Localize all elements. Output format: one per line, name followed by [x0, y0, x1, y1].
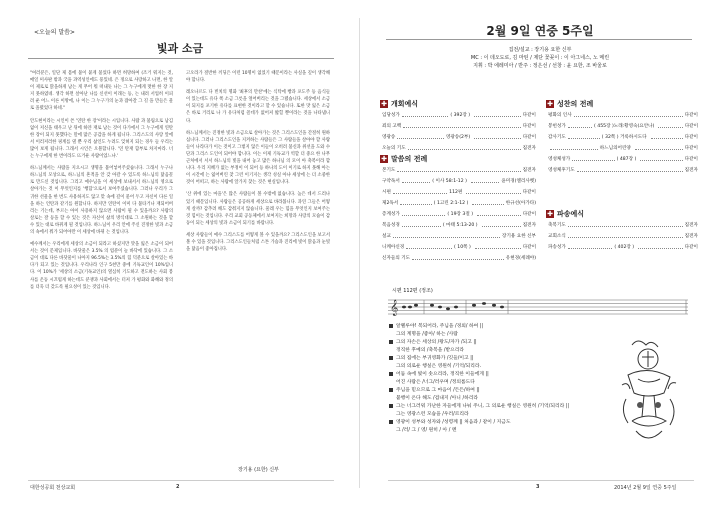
service-row	[548, 241, 698, 250]
paragraph: 예수께서는 우리에게 세상의 소금이 되라고 하셨지만 맛을 잃은 소금이 되어서는 것이 문제입니다. 바닷물은 3.5% 의 염분이 늘 바닥에 있습니다. 그 소금이 대로 다른 바닷물이 나아지 96.5%는 3.5%의 힘 덕분으로 살아있는 바다가 되고 있는 것입니다. 우리나라 인구 5천만 중에 기독교인이 10%입니다. 이 10%가 '세상의 소금(기독교인)의 열심히 기도하고 전도하는 사회 봉사를 온동 시끄럽게 하는데도 분쟁과 사회에서는 터져 가 평화와 화해와 정의를 더욱 더 갖도록 필요성이 있는 것입니다.	[30, 242, 173, 290]
row-detail: 하느님의어린양	[599, 146, 631, 151]
litany-text: 주님을 믿으므로 그 마음이 /든든/하여 || 불행이 온다 해도 /겁내지 /아니 /하리라	[396, 388, 480, 401]
page-number: 2	[176, 484, 180, 490]
dot-leader	[651, 138, 683, 139]
dot-leader	[577, 171, 683, 172]
service-credits	[440, 46, 640, 70]
right-page	[360, 0, 720, 508]
dot-leader	[474, 116, 521, 117]
bullet-icon	[389, 372, 393, 376]
row-detail: ( 32쪽 ) 거룩하시도다	[601, 135, 647, 140]
sermon-column-2	[186, 70, 330, 258]
dot-leader	[393, 237, 500, 238]
row-person: 한규선(아가타)	[505, 201, 537, 206]
dot-leader	[471, 182, 499, 183]
page-number: 3	[536, 484, 540, 490]
service-row	[382, 142, 536, 151]
section-heading	[380, 154, 427, 164]
title-rule	[386, 39, 692, 40]
bullet-icon	[389, 420, 393, 424]
row-person: 다같이	[684, 245, 698, 250]
row-person: 집전자	[522, 168, 536, 173]
paragraph: 안도현이라는 시인이 쓴 '연탄 한 장'이라는 시입니다. 사람 과 불림으로 남김없이 저신을 태우고 난 뒤에 하얀 재로 남는 것이 다가에서 그 누구에게 연탄 한 장이 되지 못했다는 말에 많은 공감을 하게 됩니다. 그리스도의 사랑 앞에서 이러저러한 핑계를 댈 뿐 우리 삶인도 누려도 잊혀지 되는 경우 들 우리는 많이 보게 됩니다. 그래서 시인은 오블합니다. '연 탄재 함부로 차지마라. 너는 누구에게 한 번이라도 뜨거운 사람이었느냐.'	[30, 118, 173, 160]
section-heading-label: 개회예식	[391, 100, 419, 108]
dot-leader	[568, 237, 683, 238]
row-detail: 112편	[449, 190, 463, 195]
section-heading	[546, 99, 593, 109]
row-person: 다같이	[522, 113, 536, 118]
dot-leader	[402, 226, 441, 227]
footer-rule	[28, 480, 334, 481]
row-person: 유현경(세례야)	[505, 256, 536, 261]
dot-leader	[408, 149, 521, 150]
dot-leader	[568, 248, 613, 249]
dot-leader	[403, 127, 520, 128]
bullet-icon	[389, 324, 393, 328]
row-person: 다같이	[522, 124, 536, 129]
litany-verse	[396, 387, 606, 402]
litany-verse	[396, 371, 606, 386]
row-name: 신자들의 기도	[382, 256, 411, 261]
row-person: 윤미경(엘리사벳)	[501, 179, 536, 184]
credit-line: MC : 이 데오도로, 김 마틴 / 제단 꽃꽂이 : 이 아그네스, 노 메린	[470, 55, 610, 61]
section-heading-label: 성찬의 전례	[557, 100, 594, 108]
row-name: 시편	[382, 190, 391, 195]
sermon-title: 빛과 소금	[156, 42, 204, 55]
paragraph: "여러분은, 일단 제 몸에 불이 붙게 불었다 하면 허망하여 (조거 워지는 것, 매일 미사판 밖과 국을 과역성인에도 뭉있네. 은 정으로 사랑하고 나면, 한 알이 제로로 맑을하게 남는 게 무어 뭐 떠내듯 나는 그 누구에게 멋한 한 장 지지 못하였네. 생각 하면 살아난 나를 신선이 이래는 등, 는 내려 서업히 이피려 운 어느 이른 이방에, 나 이는 그 누구가의 눈과 잡아갈 그 길 을 만들은 물로 올렸었다 하네."	[30, 71, 173, 112]
row-detail: ( 392장 )	[450, 113, 471, 118]
service-row	[548, 164, 698, 173]
dot-leader	[568, 127, 592, 128]
service-row	[548, 142, 698, 151]
dot-leader	[393, 193, 447, 194]
footer-rule	[388, 480, 694, 481]
row-name: 제2독서	[382, 201, 399, 206]
dot-leader	[574, 116, 683, 117]
row-person: 집전자	[522, 223, 537, 228]
row-detail: ( 마태 5:13-20 )	[442, 223, 478, 228]
dot-leader	[640, 160, 682, 161]
service-row	[382, 186, 536, 195]
row-person: 집전자	[522, 146, 536, 151]
service-row	[382, 197, 536, 206]
row-person: 장기용 요한 신부	[502, 234, 536, 239]
litany-text: 그의 자손은 세상의 /왕도/자가 /되고 || 정직한 후예의 /축복을 /받으리라	[396, 340, 477, 353]
row-name: 오늘의 기도	[382, 146, 406, 151]
row-person: 다같이	[522, 245, 537, 250]
svg-text:𝄞: 𝄞	[390, 300, 399, 316]
row-name: 교회소식	[548, 234, 566, 239]
service-row	[548, 153, 698, 162]
service-row	[382, 252, 536, 261]
row-name: 본기도	[382, 168, 396, 173]
sermon-signature: 장기용 (요한) 신부	[238, 467, 279, 473]
row-detail: 영광송(2부)	[445, 135, 471, 140]
service-row	[548, 109, 698, 118]
service-row	[548, 120, 698, 129]
cross-icon: ✚	[381, 155, 387, 163]
hymn-caption: 시편 112편 (정조)	[392, 288, 433, 294]
dot-leader	[550, 149, 598, 150]
credit-line: 지휘 : 박 에레미아 / 반주 : 정은선 / 선창 : 윤 요한, 조 바울로	[473, 63, 607, 69]
dot-leader	[402, 215, 446, 216]
litany-verse	[396, 419, 606, 434]
section-heading	[380, 99, 418, 109]
row-person: 집전자	[684, 168, 698, 173]
row-name: 영성체성가	[548, 157, 571, 162]
dot-leader	[638, 248, 683, 249]
credit-line: 집전/설교 : 장기용 요한 신부	[508, 47, 572, 53]
chalice-illustration	[618, 335, 682, 450]
row-detail: ( 이사 58:1-12 )	[432, 179, 467, 184]
footer-date: 2014년 2월 9일 연중 5주일	[614, 485, 677, 491]
music-staff	[388, 296, 688, 318]
dot-leader	[474, 138, 521, 139]
dot-leader	[477, 215, 521, 216]
row-person: 다같이	[684, 135, 698, 140]
row-name: 평화의 인사	[548, 113, 572, 118]
row-name: 봉헌성가	[548, 124, 566, 129]
dot-leader	[568, 138, 600, 139]
bullet-icon	[389, 404, 393, 408]
row-name: 영성체후기도	[548, 168, 575, 173]
dot-leader	[658, 127, 682, 128]
dot-leader	[412, 259, 504, 260]
cross-icon: ✚	[381, 100, 387, 108]
service-row	[548, 219, 698, 228]
dot-leader	[635, 149, 683, 150]
service-row	[382, 164, 536, 173]
service-row	[382, 131, 536, 140]
service-row	[382, 109, 536, 118]
footer-church-name: 대한성공회 천상교회	[30, 485, 76, 491]
service-row	[382, 241, 536, 250]
service-row	[382, 120, 536, 129]
row-name: 니케아신경	[382, 245, 405, 250]
row-person: 집전자	[684, 234, 698, 239]
dot-leader	[568, 226, 683, 227]
litany-text: 영광이 성부와 성자와 /성령께 || 처음과 / 같이 / 지금도 그 /러/ 그 / 영/ 원히 / 아 / 멘	[396, 420, 511, 433]
dot-leader	[466, 193, 520, 194]
dot-leader	[400, 204, 431, 205]
section-tag: <오늘의 말씀>	[34, 29, 75, 36]
paragraph: 고오라가 절반한 끼딩은 이런 10명이 없었기 때문이라는 사실을 깊이 생각해야 합니다.	[186, 71, 330, 84]
row-person: 다같이	[684, 113, 698, 118]
cross-icon: ✚	[547, 100, 553, 108]
row-detail: ( 455장 )노래:황영숙(요안나)	[594, 124, 655, 129]
paragraph: 하느님께서는 사람을 지으시고 생명을 불어넣어주셨습니다. 그래서 누구나 하느님의 모상으로, 하느님의 흔적을 안 갖 아갈 수 있도록 하느님의 닮음꼴로 만드신 것입니다. 그리고 예수님을 이 세상에 보내서서 하느님의 영으로 살아가는 것 이 무엇인지를 '행함'으로서 보여주셨습니다. 그러나 우리가 그 귀한 선물을 한 번도 사용하지도 않고 맞 속에 깊이 묻어 두고 자신이 다른 일을 하는 언탄과 같기를 원합니다. 하지만 연탄이 이미 다 불타거나 재되어버리는 기는데, 부르는 아이 사용하지 않으면 사람이 될 수 있을까요? 사람의 살로는 잘 등을 할 수 있는 것은 자신이 삶의 방식대로 그 소원하는 것을 할 수 있는 대로 바뀌게 될 것입니다. 하느님이 우리 안에 주신 진정한 빛과 소금의 속에서 뭐가 되어야만 이 세상에 바뀌 는 것입니다.	[30, 166, 173, 235]
row-name: 감사기도	[548, 135, 566, 140]
litany-text: 그의 집에는 부귀영화가 /깃들/이고 || 그의 의로운 행실은 영원히 /기억/되리라.	[396, 356, 481, 369]
cross-icon: ✚	[547, 210, 553, 218]
litany-verse	[396, 339, 606, 354]
row-detail: ( 19장 3절 )	[447, 212, 474, 217]
litany-verse	[396, 355, 606, 370]
service-row	[548, 131, 698, 140]
row-name: 복음성경	[382, 223, 400, 228]
row-detail: ( 487장 )	[616, 157, 637, 162]
dot-leader	[472, 204, 503, 205]
row-person: 다같이	[684, 157, 698, 162]
row-person: 다같이	[522, 135, 537, 140]
dot-leader	[402, 182, 430, 183]
litany-text: 알렐루야! 복되어라, 주님을 /경외/ 하여 || 그의 계명을 /좋아/ 하는 /사람	[396, 324, 484, 337]
litany-verse	[396, 323, 606, 338]
row-person: 다같이	[522, 212, 537, 217]
service-row	[382, 208, 536, 217]
row-name: 죄의 고백	[382, 124, 402, 129]
service-row	[548, 230, 698, 239]
psalm-litany	[396, 323, 606, 435]
dot-leader	[397, 138, 444, 139]
service-row	[382, 230, 536, 239]
row-name: 설교	[382, 234, 391, 239]
dot-leader	[397, 171, 520, 172]
bullet-icon	[389, 340, 393, 344]
row-name: 영광송	[382, 135, 396, 140]
dot-leader	[482, 226, 521, 227]
paragraph: 레오나르도 다 빈치의 명화 '최후의 만찬'에는 식탁에 빵과 포도주 등 음식들이 있는데도 유다 쪽 소금 그릇을 엎어버리는 것을 그렸습니다. 세상에서 소금이 되지를 포기한 유다를 표현한 것이라고 할 수 있습니다. 또한 맛 잃은 소금은 바로 거리로 나 가 유다처럼 쓸데가 없어져 밟힐 뿐이라는 것을 나타냅니다.	[186, 90, 330, 124]
paragraph: '산 위에 있는 마을'은 많은 사람들이 볼 수밖에 없습니다. 높은 데서 드러나 있기 때문입니다. 사람들은 공공하게 세상으로 바라봅니다. 과연 그들은 어떻게 살까? 감추려 해도 감춰지지 않습니다. 물레 우는 힘을 무엇인지 보여주는 것 힘이는 것입니다. 우리 교회 공동체에서 보여지는 희망과 사랑의 모습이 감동이 되는 세상의 빛과 소금이 되기를 바랍니다.	[186, 192, 330, 226]
row-detail: ( 10쪽 )	[454, 245, 471, 250]
service-title: 2월 9일 연중 5주일	[486, 24, 594, 38]
service-row	[382, 219, 536, 228]
row-name: 입당성가	[382, 113, 400, 118]
sermon-column-1	[30, 70, 173, 296]
row-person: 다같이	[684, 146, 698, 151]
dot-leader	[475, 248, 521, 249]
row-person: 다같이	[684, 124, 699, 129]
row-detail: ( 1고린 2:1-12 )	[433, 201, 469, 206]
dot-leader	[572, 160, 614, 161]
paragraph: 세상 사람들이 예수 그리스도를 어떻게 볼 수 있을까요? 그리스도인을 보고서 볼 수 있을 것입니다. 그리스도인들처럼 스톤 가슴과 진리에 빛이 맑음과 눈빛을 닮음이 좋아집니다.	[186, 232, 330, 253]
litany-verse	[396, 403, 606, 418]
title-rule	[28, 58, 334, 59]
row-name: 구약독서	[382, 179, 400, 184]
bullet-icon	[389, 388, 393, 392]
row-person: 다같이	[522, 190, 536, 195]
row-detail: ( 402장 )	[614, 245, 635, 250]
section-heading-label: 말씀의 전례	[391, 155, 428, 163]
dot-leader	[406, 248, 452, 249]
section-heading-label: 파송예식	[557, 210, 585, 218]
dot-leader	[402, 116, 449, 117]
row-person: 집전자	[684, 223, 698, 228]
service-row	[382, 175, 536, 184]
paragraph: 하느님께서는 진정한 빛과 소금으로 살아가는 것은 그리스도인을 간절히 원하십니다. 그러나 그리스도인을 지켜하는 사람들은 그 사람들을 살아야 할 사람들이 나라다가 이는 것이고 그렇지 않은 이들이 오히려 불신과 위선을 도와 수단과 그리스 도인이 되어야 합니다. 이는 이제 기독교가 역할 더 중요 한 나무 근처에서 서서 하느님의 빛을 내어 놓고 많은 하나님 의 모이 아 축복이라 합니다. 우리 지혜가 없는 부정이 이 되어 등 하나의 도이 이기로 하지 못해 아는 이 시간에 는 잃어버린 찾 그런 이기지는 생각 성실 아냐 세상에 는 더 소중한 것이 어떠고, 하는 사람에 앞가지 찾는 것은 현실입니다.	[186, 130, 330, 186]
litany-text: 그는 너그러워 가난한 자들에게 나눠 주니, 그 의로운 행실은 영원히 /기억/되리라 || 그는 영광스런 모습을 /우러/르리라	[396, 404, 570, 417]
row-name: 축복기도	[548, 223, 566, 228]
row-name: 파송성가	[548, 245, 566, 250]
bullet-icon	[389, 356, 393, 360]
litany-text: 어둠 속에 빛이 솟으리라, 정직한 이들에게 || 어진 사람은 /너그/러우며 /정의롭도다	[396, 372, 489, 385]
section-heading	[546, 209, 584, 219]
row-name: 층계성가	[382, 212, 400, 217]
